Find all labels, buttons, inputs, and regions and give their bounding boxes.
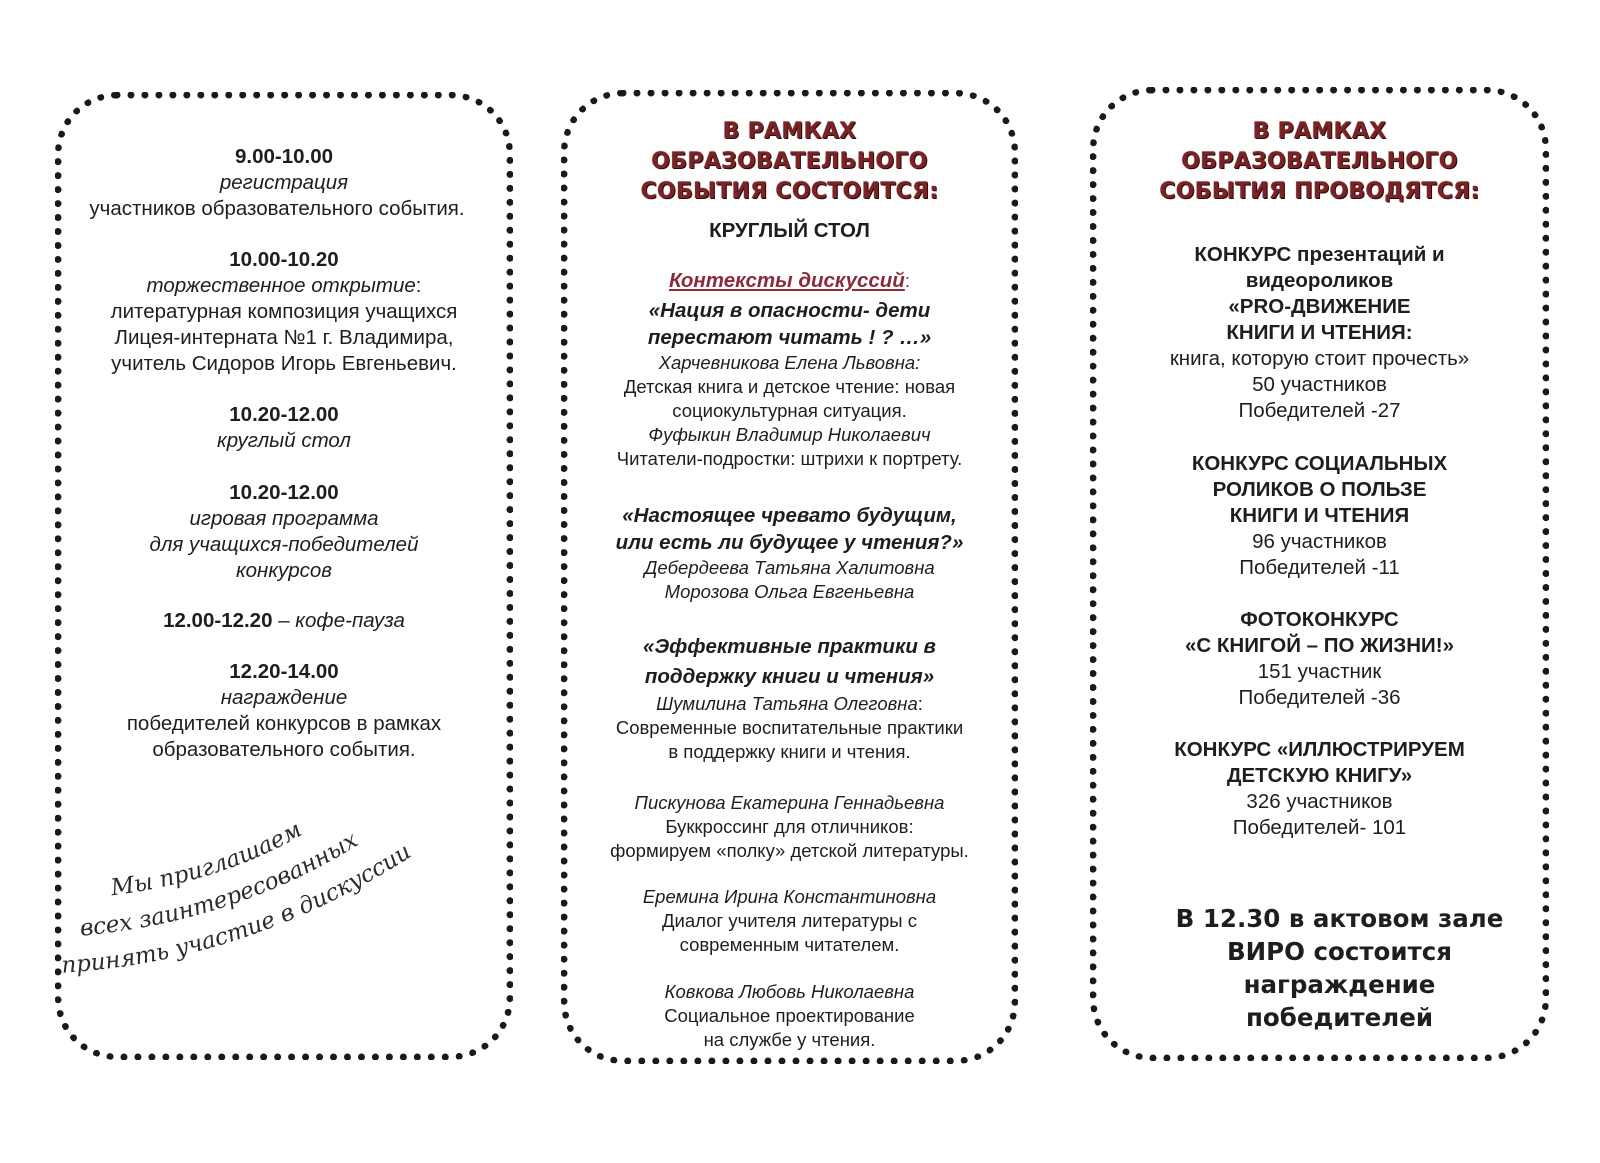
schedule-item <box>62 144 506 222</box>
speaker-name: Шумилина Татьяна Олеговна <box>656 693 918 714</box>
speaker-name: Харчевникова Елена Львовна: <box>658 352 921 373</box>
talk-title: Социальное проектирование <box>664 1005 915 1026</box>
contest-title: КОНКУРС СОЦИАЛЬНЫХ <box>1191 452 1448 475</box>
talk-title: Диалог учителя литературы с <box>662 910 917 931</box>
schedule-desc: для учащихся-победителей <box>149 533 419 556</box>
contest-title: КНИГИ И ЧТЕНИЯ <box>1229 504 1410 527</box>
round-table-panel <box>561 90 1018 1064</box>
winners-count: Победителей -27 <box>1238 399 1401 422</box>
invitation-line: принять участие в дискуссии <box>60 838 416 979</box>
talk-title: на службе у чтения. <box>703 1029 876 1050</box>
schedule-time: 10.00-10.20 <box>229 248 339 271</box>
schedule-desc: Лицея-интерната №1 г. Владимира, <box>114 326 454 349</box>
discussion-block-3: «Эффективные практики в поддержку книги и чтения» Шумилина Татьяна Олеговна: Современные воспитательные практики в поддержку книги и чтения. <box>568 632 1011 764</box>
discussion-block-2 <box>568 502 1011 604</box>
speaker-entry <box>568 791 1011 863</box>
schedule-item <box>62 480 506 584</box>
schedule-time: 10.20-12.00 <box>229 481 339 504</box>
discussion-quote: перестают читать ! ? …» <box>647 326 932 349</box>
participants-count: 96 участников <box>1252 530 1387 553</box>
participants-count: 326 участников <box>1246 790 1393 813</box>
contest-detail: книга, которую стоит прочесть» <box>1169 347 1470 370</box>
winners-count: Победителей -36 <box>1238 686 1401 709</box>
schedule-desc: участников образовательного события. <box>89 197 465 220</box>
award-announcement: В 12.30 в актовом зале ВИРО состоится награждение победителей <box>1175 904 1504 1032</box>
contest-title: КОНКУРС «ИЛЛЮСТРИРУЕМ <box>1174 738 1465 761</box>
speaker-name: Дебердеева Татьяна Халитовна <box>644 557 935 578</box>
contests-panel <box>1090 87 1549 1061</box>
contests-heading: В РАМКАХ ОБРАЗОВАТЕЛЬНОГО СОБЫТИЯ ПРОВОДЯТСЯ: <box>1159 119 1480 204</box>
schedule-desc: победителей конкурсов в рамках <box>126 712 442 735</box>
talk-title: Детская книга и детское чтение: новая <box>623 376 956 397</box>
schedule-dash: – <box>272 609 296 632</box>
contest-title: «С КНИГОЙ – ПО ЖИЗНИ!» <box>1184 634 1455 657</box>
speaker-name: Морозова Ольга Евгеньевна <box>664 581 915 602</box>
round-table-title: КРУГЛЫЙ СТОЛ <box>709 219 870 242</box>
speaker-name: Фуфыкин Владимир Николаевич <box>648 424 931 445</box>
talk-title: Буккроссинг для отличников: <box>665 816 914 837</box>
discussion-quote: «Нация в опасности- дети <box>648 299 931 322</box>
winners-count: Победителей -11 <box>1239 556 1400 579</box>
schedule-time: 10.20-12.00 <box>229 403 339 426</box>
contest-title: КОНКУРС презентаций и <box>1194 243 1445 266</box>
speaker-entry <box>568 885 1011 957</box>
talk-title: современным читателем. <box>679 934 900 955</box>
contest-title: КНИГИ И ЧТЕНИЯ: <box>1226 321 1413 344</box>
discussion-block-1 <box>568 297 1011 471</box>
schedule-title: кофе-пауза <box>295 609 405 632</box>
schedule-time: 9.00-10.00 <box>234 145 334 168</box>
participants-count: 50 участников <box>1252 373 1387 396</box>
winners-count: Победителей- 101 <box>1232 816 1407 839</box>
talk-title: Читатели-подростки: штрихи к портрету. <box>616 448 963 469</box>
contest-title: ФОТОКОНКУРС <box>1240 608 1399 631</box>
invitation-line: Мы приглашаем <box>109 816 307 902</box>
schedule-title: игровая программа <box>189 507 379 530</box>
schedule-desc: конкурсов <box>235 559 333 582</box>
speaker-name: Еремина Ирина Константиновна <box>642 886 937 907</box>
contexts-heading: Контексты дискуссий: <box>669 269 910 292</box>
speaker-entry <box>568 980 1011 1052</box>
talk-title: Современные воспитательные практики <box>615 717 964 738</box>
round-table-heading: В РАМКАХ ОБРАЗОВАТЕЛЬНОГО СОБЫТИЯ СОСТОИТСЯ: <box>640 119 939 204</box>
contest-title: «PRO-ДВИЖЕНИЕ <box>1228 295 1411 318</box>
contest-title: ДЕТСКУЮ КНИГУ» <box>1226 764 1413 787</box>
schedule-item <box>62 608 506 634</box>
contest-title: видеороликов <box>1245 269 1394 292</box>
contest-item <box>1097 242 1542 424</box>
schedule-title: награждение <box>220 686 348 709</box>
talk-title: формируем «полку» детской литературы. <box>610 840 969 861</box>
schedule-item <box>62 659 506 763</box>
contest-item <box>1097 737 1542 841</box>
contest-item <box>1097 607 1542 711</box>
discussion-quote: «Настоящее чревато будущим, <box>622 504 957 527</box>
schedule-desc: образовательного события. <box>152 738 416 761</box>
discussion-quote: «Эффективные практики в <box>643 635 936 658</box>
schedule-time: 12.00-12.20 <box>163 609 273 632</box>
discussion-quote: или есть ли будущее у чтения?» <box>615 531 964 554</box>
discussion-quote: поддержку книги и чтения» <box>644 665 935 688</box>
contest-title: РОЛИКОВ О ПОЛЬЗЕ <box>1212 478 1427 501</box>
talk-title: в поддержку книги и чтения. <box>668 741 911 762</box>
schedule-item <box>62 247 506 377</box>
schedule-desc: литературная композиция учащихся <box>110 300 458 323</box>
schedule-item <box>62 402 506 454</box>
participants-count: 151 участник <box>1257 660 1382 683</box>
contest-item <box>1097 451 1542 581</box>
schedule-desc: учитель Сидоров Игорь Евгеньевич. <box>111 352 457 375</box>
speaker-name: Пискунова Екатерина Геннадьевна <box>634 792 945 813</box>
schedule-title: круглый стол <box>217 429 351 452</box>
schedule-time: 12.20-14.00 <box>229 660 339 683</box>
invitation-line: всех заинтересованных <box>78 827 363 942</box>
schedule-title: регистрация <box>219 171 349 194</box>
speaker-name: Ковкова Любовь Николаевна <box>664 981 915 1002</box>
talk-title: социокультурная ситуация. <box>672 400 907 421</box>
schedule-title-suffix: : <box>415 274 422 297</box>
schedule-title: торжественное открытие <box>146 274 416 297</box>
